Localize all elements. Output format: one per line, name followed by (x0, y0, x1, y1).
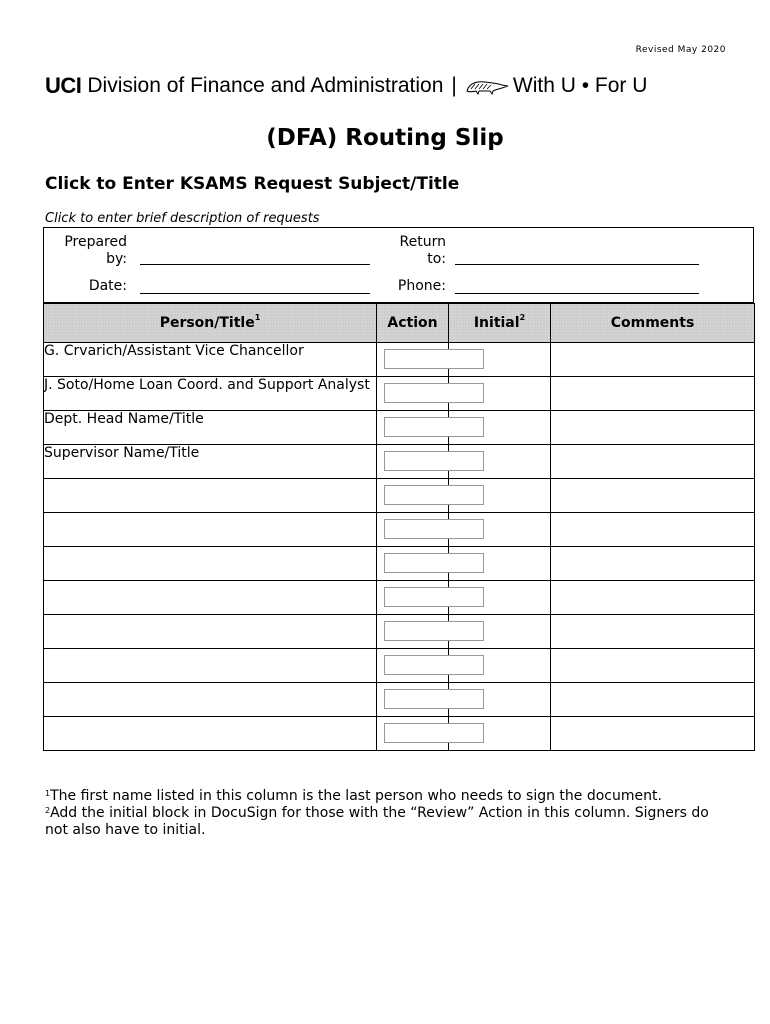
comments-cell[interactable] (551, 581, 755, 615)
action-cell (377, 649, 449, 683)
person-title-cell[interactable]: J. Soto/Home Loan Coord. and Support Analyst (44, 377, 377, 411)
date-field[interactable] (140, 278, 370, 294)
initial-cell[interactable] (449, 343, 551, 377)
prepared-by-label-line1: Prepared (64, 234, 127, 250)
initial-cell[interactable] (449, 445, 551, 479)
action-header: Action (377, 304, 449, 343)
initial-cell[interactable] (449, 649, 551, 683)
initial-cell[interactable] (449, 377, 551, 411)
initial-header-label: Initial (473, 315, 520, 331)
person-title-header-label: Person/Title (159, 315, 255, 331)
person-title-cell[interactable]: G. Crvarich/Assistant Vice Chancellor (44, 343, 377, 377)
person-title-header (44, 304, 377, 343)
action-cell (377, 547, 449, 581)
footnote-1-ref: 1 (254, 313, 261, 322)
action-cell (377, 581, 449, 615)
table-row (44, 343, 755, 377)
initial-cell[interactable] (449, 479, 551, 513)
person-title-cell[interactable] (44, 547, 377, 581)
initial-cell[interactable] (449, 717, 551, 751)
header-separator: | (451, 74, 457, 97)
initial-cell[interactable] (449, 411, 551, 445)
footnote-1 (45, 788, 725, 805)
initial-cell[interactable] (449, 513, 551, 547)
footnote-1-text: The first name listed in this column is the last person who needs to sign the document. (50, 788, 662, 804)
table-row (44, 479, 755, 513)
preparer-info-box (43, 227, 754, 303)
table-row (44, 411, 755, 445)
comments-cell[interactable] (551, 547, 755, 581)
action-cell (377, 377, 449, 411)
footnote-2-text: Add the initial block in DocuSign for those with the “Review” Action in this column. Signers do not also have to initial. (45, 805, 709, 838)
comments-cell[interactable] (551, 343, 755, 377)
date-label: Date: (88, 278, 127, 294)
return-to-label (384, 234, 446, 268)
action-cell (377, 343, 449, 377)
person-title-cell[interactable]: Dept. Head Name/Title (44, 411, 377, 445)
comments-cell[interactable] (551, 717, 755, 751)
table-row (44, 683, 755, 717)
prepared-by-label-line2: by: (106, 251, 127, 267)
uci-logo: UCI (45, 73, 82, 98)
comments-cell[interactable] (551, 649, 755, 683)
footnote-2-mark: 2 (45, 806, 51, 815)
return-to-field[interactable] (455, 250, 699, 265)
comments-cell[interactable] (551, 445, 755, 479)
table-row (44, 615, 755, 649)
table-row (44, 717, 755, 751)
action-cell (377, 479, 449, 513)
comments-cell[interactable] (551, 615, 755, 649)
initial-cell[interactable] (449, 581, 551, 615)
tagline: With U • For U (512, 74, 648, 97)
return-to-label-line2: to: (427, 251, 446, 267)
table-row (44, 581, 755, 615)
anteater-icon (465, 77, 509, 95)
prepared-by-label (54, 234, 127, 268)
prepared-by-field[interactable] (140, 250, 370, 265)
return-to-label-line1: Return (399, 234, 446, 250)
action-cell (377, 411, 449, 445)
dfa-header (45, 73, 728, 99)
description-field[interactable]: Click to enter brief description of requests (45, 211, 320, 226)
comments-cell[interactable] (551, 479, 755, 513)
routing-table (43, 303, 755, 751)
footnote-2 (45, 805, 725, 839)
subject-title-field[interactable]: Click to Enter KSAMS Request Subject/Title (45, 174, 460, 194)
person-title-cell[interactable] (44, 615, 377, 649)
person-title-cell[interactable] (44, 513, 377, 547)
table-header-row (44, 304, 755, 343)
comments-cell[interactable] (551, 513, 755, 547)
comments-cell[interactable] (551, 377, 755, 411)
table-row (44, 445, 755, 479)
division-name: Division of Finance and Administration (87, 74, 444, 97)
action-cell (377, 445, 449, 479)
initial-cell[interactable] (449, 615, 551, 649)
footnotes (45, 788, 725, 839)
phone-label: Phone: (397, 278, 446, 294)
footnote-1-mark: 1 (45, 789, 51, 798)
action-cell (377, 513, 449, 547)
initial-cell[interactable] (449, 547, 551, 581)
action-cell (377, 717, 449, 751)
phone-field[interactable] (455, 278, 699, 294)
person-title-cell[interactable] (44, 581, 377, 615)
person-title-cell[interactable]: Supervisor Name/Title (44, 445, 377, 479)
table-row (44, 547, 755, 581)
footnote-2-ref: 2 (519, 313, 526, 322)
action-cell (377, 683, 449, 717)
initial-header (449, 304, 551, 343)
person-title-cell[interactable] (44, 649, 377, 683)
table-row (44, 649, 755, 683)
page-title: (DFA) Routing Slip (266, 125, 504, 151)
revised-date: Revised May 2020 (635, 45, 726, 55)
comments-cell[interactable] (551, 683, 755, 717)
person-title-cell[interactable] (44, 717, 377, 751)
person-title-cell[interactable] (44, 683, 377, 717)
table-row (44, 513, 755, 547)
comments-cell[interactable] (551, 411, 755, 445)
action-cell (377, 615, 449, 649)
person-title-cell[interactable] (44, 479, 377, 513)
initial-cell[interactable] (449, 683, 551, 717)
table-row (44, 377, 755, 411)
comments-header: Comments (551, 304, 755, 343)
